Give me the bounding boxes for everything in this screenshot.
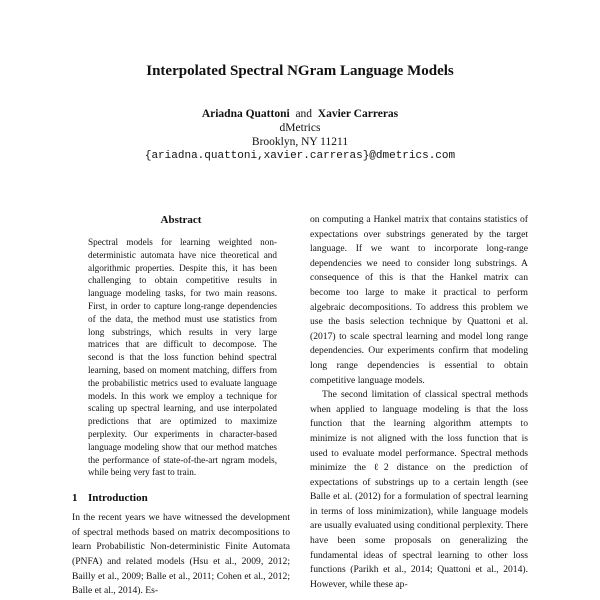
left-column (72, 213, 290, 599)
author-line (202, 108, 398, 120)
body-paragraph-2: The second limitation of classical spectral methods when applied to language modeling is that the loss function that the learning algorithm attempts to minimize is not aligned with the loss function that is used to evaluate model performance. Spectral methods minimize the ℓ2 distance on the prediction of expectations of substrings up to a certain length (see Balle et al. (2012) for a formulation of spectral learning in terms of loss minimization), while language models are usually evaluated using conditional perplexity. There have been some proposals on generalizing the fundamental ideas of spectral learning to other loss functions (Parikh et al., 2014; Quattoni et al., 2014). However, while these ap- (310, 389, 528, 590)
intro-paragraph: In the recent years we have witnessed the development of spectral methods based on matrix decompositions to learn Probabilistic Non-deterministic Finite Automata (PNFA) and related models (Hsu et al., 2009, 2012; Bailly et al., 2009; Balle et al., 2011; Cohen et al., 2012; Balle et al., 2014). Es- (72, 512, 290, 597)
author-name-2: Xavier Carreras (317, 108, 399, 120)
location: Brooklyn, NY 11211 (251, 136, 349, 148)
body-paragraph-1: on computing a Hankel matrix that contains statistics of expectations over substrings generated by the target language. If we want to incorporate long-range dependencies we need to consider long substrings. A consequence of this is that the Hankel matrix can become too large to make it practical to perform algebraic decompositions. To address this problem we use the basis selection technique by Quattoni et al. (2017) to scale spectral learning and model long range dependencies. Our experiments confirm that modeling long range dependencies is essential to obtain competitive language models. (310, 214, 528, 386)
author-email: {ariadna.quattoni,xavier.carreras}@dmetrics.com (144, 150, 456, 162)
section-number: 1 (72, 492, 78, 505)
right-column (310, 213, 528, 592)
affiliation: dMetrics (279, 122, 321, 134)
author-conjunction: and (295, 108, 313, 120)
section-heading-introduction (72, 491, 290, 505)
author-block (0, 107, 600, 164)
author-name-1: Ariadna Quattoni (201, 108, 290, 120)
abstract-heading: Abstract (160, 214, 202, 226)
section-title: Introduction (88, 492, 148, 505)
paper-title: Interpolated Spectral NGram Language Models (146, 63, 454, 79)
abstract-text: Spectral models for learning weighted non-deterministic automata have nice theoretical and algorithmic properties. Despite this, it has been challenging to obtain competitive results in language modeling tasks, for two main reasons. First, in order to capture long-range dependencies of the data, the method must use statistics from long substrings, which results in very large matrices that are difficult to decompose. The second is that the loss function behind spectral learning, based on moment matching, differs from the probabilistic metrics used to evaluate language models. In this work we employ a technique for scaling up spectral learning, and use interpolated predictions that are optimized to maximize perplexity. Our experiments in character-based language modeling show that our method matches the performance of state-of-the-art ngram models, while being very fast to train. (88, 237, 277, 478)
